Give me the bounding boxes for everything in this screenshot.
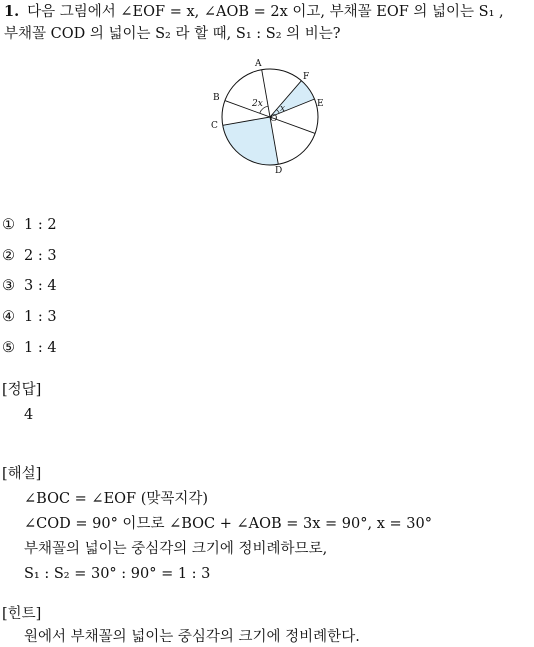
explanation-line-4: S₁ : S₂ = 30° : 90° = 1 : 3	[24, 566, 211, 582]
point-label-d: D	[275, 166, 283, 176]
explanation-line-2: ∠COD = 90° 이므로 ∠BOC + ∠AOB = 3x = 90°, x = 30°	[24, 516, 432, 532]
point-label-f: F	[303, 72, 310, 82]
answer-heading: [정답]	[2, 382, 42, 398]
question-line-1	[4, 2, 504, 22]
choice-marker-2: ②	[2, 248, 15, 264]
angle-label-eof: x	[280, 104, 286, 114]
choice-marker-5: ⑤	[2, 340, 15, 356]
choice-text-2: 2 : 3	[24, 248, 57, 264]
point-label-c: C	[211, 121, 218, 131]
choice-1[interactable]	[2, 215, 57, 235]
choice-text-1: 1 : 2	[24, 217, 57, 233]
hint-heading: [힌트]	[2, 606, 42, 622]
question-number: 1.	[4, 3, 20, 20]
question-text-1: 다음 그림에서 ∠EOF = x, ∠AOB = 2x 이고, 부채꼴 EOF 의 넓이는 S₁ ,	[27, 4, 504, 20]
sector-eof-shade	[270, 81, 315, 117]
point-label-e: E	[317, 99, 324, 109]
hint-text: 원에서 부채꼴의 넓이는 중심각의 크기에 정비례한다.	[24, 629, 360, 645]
choice-5[interactable]	[2, 338, 57, 358]
choice-2[interactable]	[2, 246, 57, 266]
point-label-a: A	[255, 59, 262, 69]
explanation-heading: [해설]	[2, 466, 42, 482]
choice-text-4: 1 : 3	[24, 309, 57, 325]
explanation-line-1: ∠BOC = ∠EOF (맞꼭지각)	[24, 491, 209, 507]
choice-4[interactable]	[2, 307, 57, 327]
choice-text-5: 1 : 4	[24, 340, 57, 356]
choice-marker-3: ③	[2, 278, 15, 294]
question-line-2: 부채꼴 COD 의 넓이는 S₂ 라 할 때, S₁ : S₂ 의 비는?	[4, 26, 341, 42]
point-label-b: B	[213, 93, 220, 103]
answer-value: 4	[24, 407, 34, 423]
explanation-line-3: 부채꼴의 넓이는 중심각의 크기에 정비례하므로,	[24, 541, 328, 557]
angle-label-aob: 2x	[252, 99, 263, 109]
choice-3[interactable]	[2, 276, 57, 296]
choice-marker-1: ①	[2, 217, 15, 233]
circle-sector-figure	[200, 54, 340, 176]
choice-text-3: 3 : 4	[24, 278, 57, 294]
choice-marker-4: ④	[2, 309, 15, 325]
point-label-o: O	[270, 114, 278, 124]
